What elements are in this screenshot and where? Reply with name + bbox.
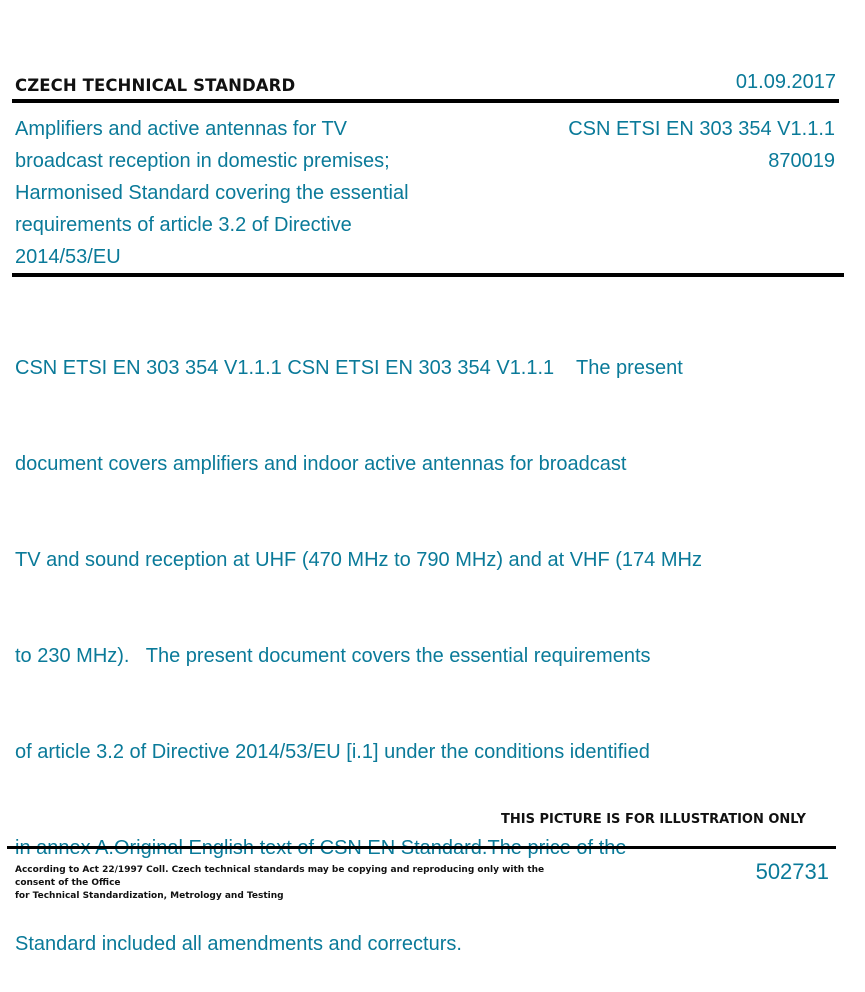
description-line: TV and sound reception at UHF (470 MHz to 790 MHz) and at VHF (174 MHz <box>15 549 702 571</box>
document-number: 502731 <box>755 859 829 884</box>
standard-identifiers <box>495 113 835 177</box>
footer-divider <box>7 846 836 849</box>
standard-title-line: Harmonised Standard covering the essential <box>15 182 409 204</box>
document-type-label: CZECH TECHNICAL STANDARD <box>15 76 296 95</box>
standard-title-line: Amplifiers and active antennas for TV <box>15 118 348 140</box>
illustration-disclaimer: THIS PICTURE IS FOR ILLUSTRATION ONLY <box>501 812 806 827</box>
standard-designation: CSN ETSI EN 303 354 V1.1.1 <box>568 118 835 140</box>
legal-notice-line: for Technical Standardization, Metrology and Testing <box>15 891 284 901</box>
standard-title-line: 2014/53/EU <box>15 246 121 268</box>
header-divider <box>12 99 839 103</box>
description-line: CSN ETSI EN 303 354 V1.1.1 CSN ETSI EN 303 354 V1.1.1 The present <box>15 357 683 379</box>
legal-notice <box>15 864 585 903</box>
standard-title-line: broadcast reception in domestic premises; <box>15 150 390 172</box>
legal-notice-line: According to Act 22/1997 Coll. Czech technical standards may be copying and reproducing only with the consent of the Office <box>15 865 545 888</box>
description-line: Standard included all amendments and correcturs. <box>15 933 462 955</box>
catalog-number: 870019 <box>768 150 835 172</box>
description-line: to 230 MHz). The present document covers the essential requirements <box>15 645 651 667</box>
publication-date: 01.09.2017 <box>735 71 836 93</box>
description-line: of article 3.2 of Directive 2014/53/EU [i.1] under the conditions identified <box>15 741 650 763</box>
standard-title-line: requirements of article 3.2 of Directive <box>15 214 352 236</box>
title-divider <box>12 273 844 277</box>
standard-title <box>15 113 485 273</box>
description-line: document covers amplifiers and indoor active antennas for broadcast <box>15 453 627 475</box>
